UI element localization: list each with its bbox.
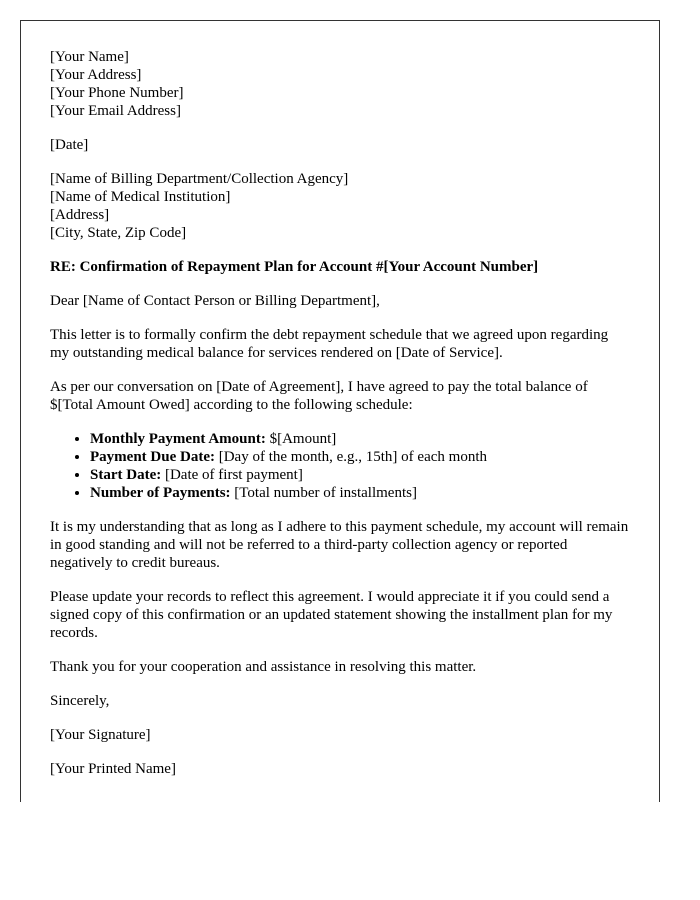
schedule-value: [Day of the month, e.g., 15th] of each month <box>214 449 487 465</box>
valediction: Sincerely, <box>50 693 110 709</box>
letter-date: [Date] <box>50 137 89 153</box>
schedule-value: [Total number of installments] <box>230 485 417 501</box>
schedule-value: $[Amount] <box>265 431 337 447</box>
intro-paragraph: This letter is to formally confirm the debt repayment schedule that we agreed upon regarding my outstanding medical balance for services rendered on [Date of Service]. <box>50 327 609 361</box>
schedule-item-due-date <box>90 448 630 466</box>
printed-name: [Your Printed Name] <box>50 761 176 777</box>
recipient-institution: [Name of Medical Institution] <box>50 189 231 205</box>
recipient-block <box>50 170 630 242</box>
sender-name: [Your Name] <box>50 49 129 65</box>
understanding-paragraph: It is my understanding that as long as I adhere to this payment schedule, my account will remain in good standing and will not be referred to a third-party collection agency or reported negatively to credit bureaus. <box>50 519 629 571</box>
schedule-label: Monthly Payment Amount: <box>90 431 266 447</box>
signature-placeholder: [Your Signature] <box>50 727 151 743</box>
schedule-item-start-date <box>90 466 630 484</box>
subject-line: RE: Confirmation of Repayment Plan for Account #[Your Account Number] <box>50 259 539 275</box>
recipient-address: [Address] <box>50 207 110 223</box>
agreement-paragraph: As per our conversation on [Date of Agreement], I have agreed to pay the total balance of $[Total Amount Owed] according to the following schedule: <box>50 379 588 413</box>
sender-phone: [Your Phone Number] <box>50 85 184 101</box>
schedule-label: Start Date: <box>90 467 162 483</box>
schedule-label: Payment Due Date: <box>90 449 215 465</box>
schedule-item-number-of-payments <box>90 484 630 502</box>
schedule-item-monthly-amount <box>90 430 630 448</box>
thanks-paragraph: Thank you for your cooperation and assistance in resolving this matter. <box>50 659 477 675</box>
salutation: Dear [Name of Contact Person or Billing Department], <box>50 293 380 309</box>
letter-content <box>50 48 630 794</box>
schedule-value: [Date of first payment] <box>161 467 303 483</box>
date-block <box>50 136 630 154</box>
sender-address: [Your Address] <box>50 67 142 83</box>
sender-block <box>50 48 630 120</box>
recipient-department: [Name of Billing Department/Collection Agency] <box>50 171 349 187</box>
schedule-label: Number of Payments: <box>90 485 231 501</box>
payment-schedule-list <box>50 430 630 502</box>
sender-email: [Your Email Address] <box>50 103 181 119</box>
recipient-city-state-zip: [City, State, Zip Code] <box>50 225 187 241</box>
letter-page <box>20 20 660 802</box>
request-paragraph: Please update your records to reflect this agreement. I would appreciate it if you could send a signed copy of this confirmation or an updated statement showing the installment plan for my records. <box>50 589 613 641</box>
